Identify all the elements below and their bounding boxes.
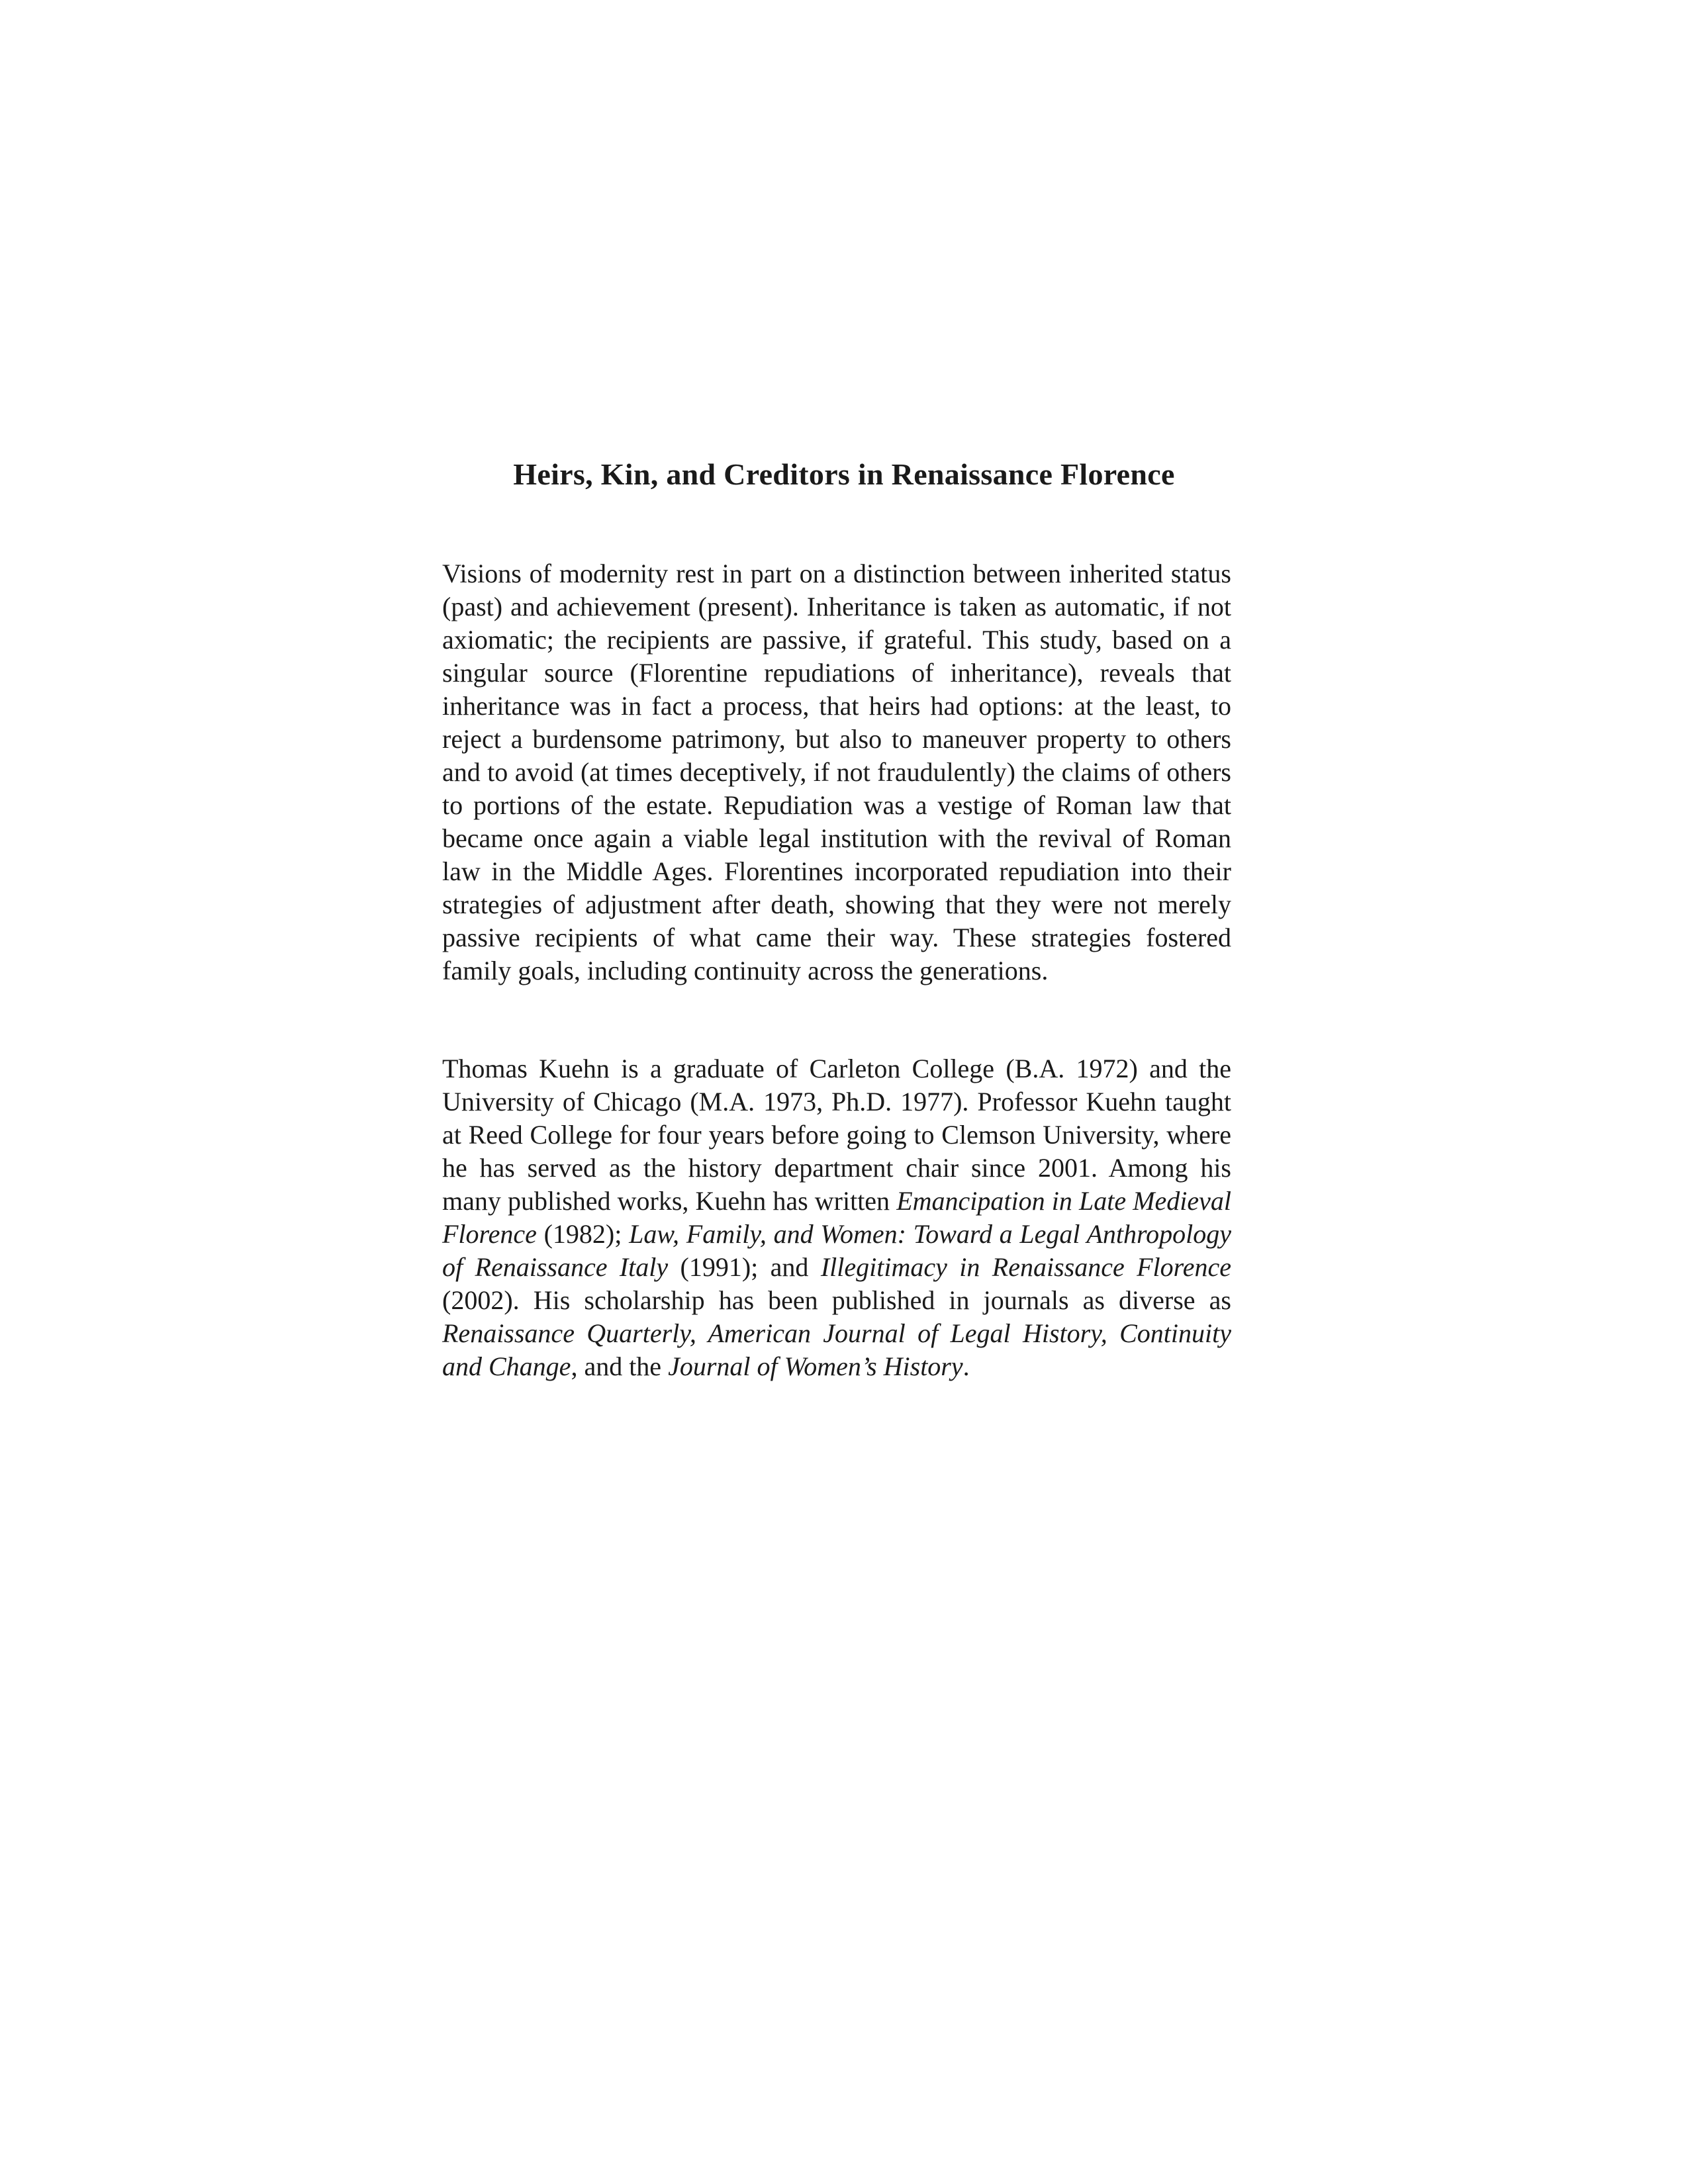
bio-text: (1991); and: [668, 1252, 821, 1282]
bio-text: (1982);: [536, 1219, 630, 1249]
bio-text: Thomas Kuehn is a graduate of Carleton College (B.A. 1972) and the University of Chicago (M.A. 1973, Ph.D. 1977). Professor Kuehn taught at Reed College for four years before going to Clemson University, where he has served as the history department chair since 2001. Among his many published works, Kuehn has written: [442, 1054, 1231, 1216]
bio-text: (2002). His scholarship has been published in journals as diverse as: [442, 1285, 1231, 1315]
book-title: Law, Family, and Women: Toward a Legal Anthropology of Renaissance Italy: [442, 1219, 1231, 1282]
author-bio-paragraph: [442, 1052, 1231, 1383]
book-title: Illegitimacy in Renaissance Florence: [820, 1252, 1231, 1282]
abstract-paragraph: Visions of modernity rest in part on a distinction between inherited status (past) and achievement (present). Inheritance is taken as automatic, if not axiomatic; the recipients are passive, if grateful. This study, based on a singular source (Florentine repudiations of inheritance), reveals that inheritance was in fact a process, that heirs had options: at the least, to reject a burdensome patrimony, but also to maneuver property to others and to avoid (at times deceptively, if not fraudulently) the claims of others to portions of the estate. Repudiation was a vestige of Roman law that became once again a viable legal institution with the revival of Roman law in the Middle Ages. Florentines incorporated repudiation into their strategies of adjustment after death, showing that they were not merely passive recipients of what came their way. These strategies fostered family goals, including continuity across the generations.: [442, 559, 1231, 985]
book-title: Emancipation in Late Medieval Florence: [442, 1186, 1232, 1249]
page-title: Heirs, Kin, and Creditors in Renaissance Florence: [513, 457, 1175, 491]
bio-text: , and the: [571, 1351, 669, 1381]
bio-text: .: [962, 1351, 970, 1381]
journal-titles: Renaissance Quarterly, American Journal of Legal History, Continuity and Change: [442, 1318, 1231, 1381]
journal-title: Journal of Women’s History: [668, 1351, 963, 1381]
